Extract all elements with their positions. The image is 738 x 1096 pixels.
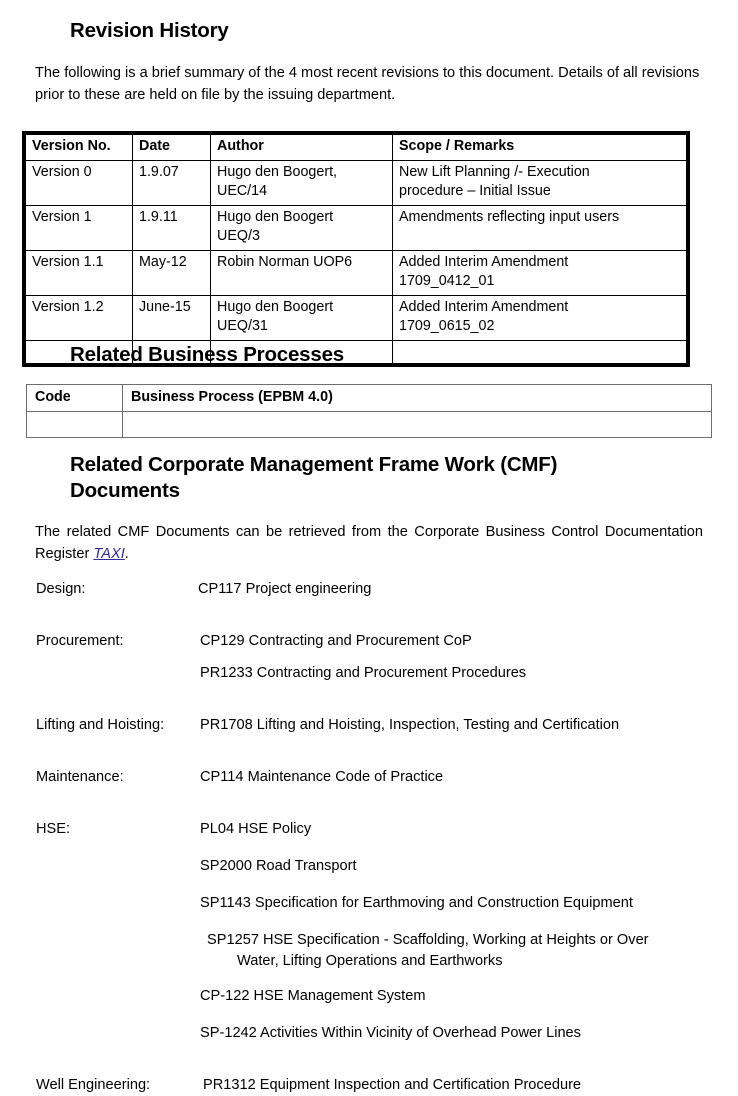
cmf-label-design: Design: [36,581,86,597]
cell-scope [393,340,687,363]
section-title-related-cmf-documents: Related Corporate Management Frame Work (CMF) Documents [70,453,558,502]
table-row [26,250,687,295]
cell-scope [393,250,687,295]
cell-scope-line1: New Lift Planning /- Execution [399,163,590,180]
list-item [0,589,738,681]
cmf-value-hse-2: SP1143 Specification for Earthmoving and Construction Equipment [200,895,633,911]
cell-author [211,295,393,340]
cell-version: Version 1.1 [26,250,133,295]
column-header-date: Date [133,135,211,161]
cell-date: May-12 [133,250,211,295]
revision-history-table [25,134,687,364]
cell-version: Version 1 [26,205,133,250]
cell-author-line2: UEQ/3 [217,228,260,244]
cmf-label-hse: HSE: [36,821,71,837]
column-header-business-process: Business Process (EPBM 4.0) [123,385,712,412]
cell-scope [393,160,687,205]
cell-scope-line2: 1709_0615_02 [399,318,495,334]
cmf-value-procurement-1: PR1233 Contracting and Procurement Procedures [200,665,527,681]
column-header-version: Version No. [26,135,133,161]
cmf-value-design-0: CP117 Project engineering [198,581,372,597]
cmf-value-hse-5: SP-1242 Activities Within Vicinity of Overhead Power Lines [200,1025,581,1041]
cmf-label-lifting-and-hoisting: Lifting and Hoisting: [36,717,165,733]
cmf-intro-paragraph [35,521,703,565]
business-process-table [26,384,712,438]
intro-paragraph: The following is a brief summary of the 4 most recent revisions to this document. Details of all revisions prior to these are held on file by the issuing department. [35,65,700,103]
cell-business-process [123,412,712,438]
cell-scope-line2: 1709_0412_01 [399,273,495,289]
cell-author-line1: Hugo den Boogert [217,208,334,225]
cell-author-line1: Robin Norman UOP6 [217,253,353,270]
cmf-value-hse-0: PL04 HSE Policy [200,821,312,837]
column-header-code: Code [27,385,123,412]
cmf-value-hse-1: SP2000 Road Transport [200,858,357,874]
table-row-empty [27,412,712,438]
cmf-paragraph-text-after-link: . [124,546,129,562]
cmf-value-well-engineering-0: PR1312 Equipment Inspection and Certification Procedure [203,1077,582,1093]
cmf-label-maintenance: Maintenance: [36,769,124,785]
cmf-label-procurement: Procurement: [36,633,124,649]
cmf-value-hse-3-line2: Water, Lifting Operations and Earthworks [237,953,503,969]
cmf-value-maintenance-0: CP114 Maintenance Code of Practice [200,769,444,785]
cell-scope [393,295,687,340]
cmf-documents-list [0,575,738,1093]
list-item [0,575,738,597]
cell-date: 1.9.11 [133,205,211,250]
cell-author-line2: UEQ/31 [217,318,268,334]
cmf-label-well-engineering: Well Engineering: [36,1077,151,1093]
cell-version: Version 0 [26,160,133,205]
page-title-revision-history: Revision History [70,19,229,42]
table-header-row [26,135,687,161]
cell-author-line2: UEC/14 [217,183,268,199]
table-row [26,160,687,205]
cell-scope-line1: Amendments reflecting input users [399,208,620,225]
table-row [26,205,687,250]
table-header-row [27,385,712,412]
column-header-author: Author [211,135,393,161]
cell-date: June-15 [133,295,211,340]
cell-code [27,412,123,438]
table-row [26,295,687,340]
cell-scope-line2: procedure – Initial Issue [399,183,551,199]
cmf-value-hse-4: CP-122 HSE Management System [200,988,426,1004]
cmf-value-hse-3-line1: SP1257 HSE Specification - Scaffolding, Working at Heights or Over [207,932,649,948]
section-title-related-business-processes: Related Business Processes [70,343,344,366]
cmf-paragraph-text-before-link: The related CMF Documents can be retrieved from the Corporate Business Control Documentation Register [35,524,703,562]
cell-scope-line1: Added Interim Amendment [399,253,569,270]
cell-author [211,160,393,205]
column-header-scope: Scope / Remarks [393,135,687,161]
cmf-value-hse-3 [207,930,702,972]
cell-author-line1: Hugo den Boogert [217,298,334,315]
taxi-register-link[interactable]: TAXI [93,546,125,562]
cmf-value-lifting-0: PR1708 Lifting and Hoisting, Inspection, Testing and Certification [200,717,620,733]
cell-scope-line1: Added Interim Amendment [399,298,569,315]
cell-scope [393,205,687,250]
cell-author [211,250,393,295]
cell-author [211,205,393,250]
cell-version: Version 1.2 [26,295,133,340]
cell-author-line1: Hugo den Boogert, [217,163,338,180]
cell-date: 1.9.07 [133,160,211,205]
cmf-value-procurement-0: CP129 Contracting and Procurement CoP [200,633,472,649]
